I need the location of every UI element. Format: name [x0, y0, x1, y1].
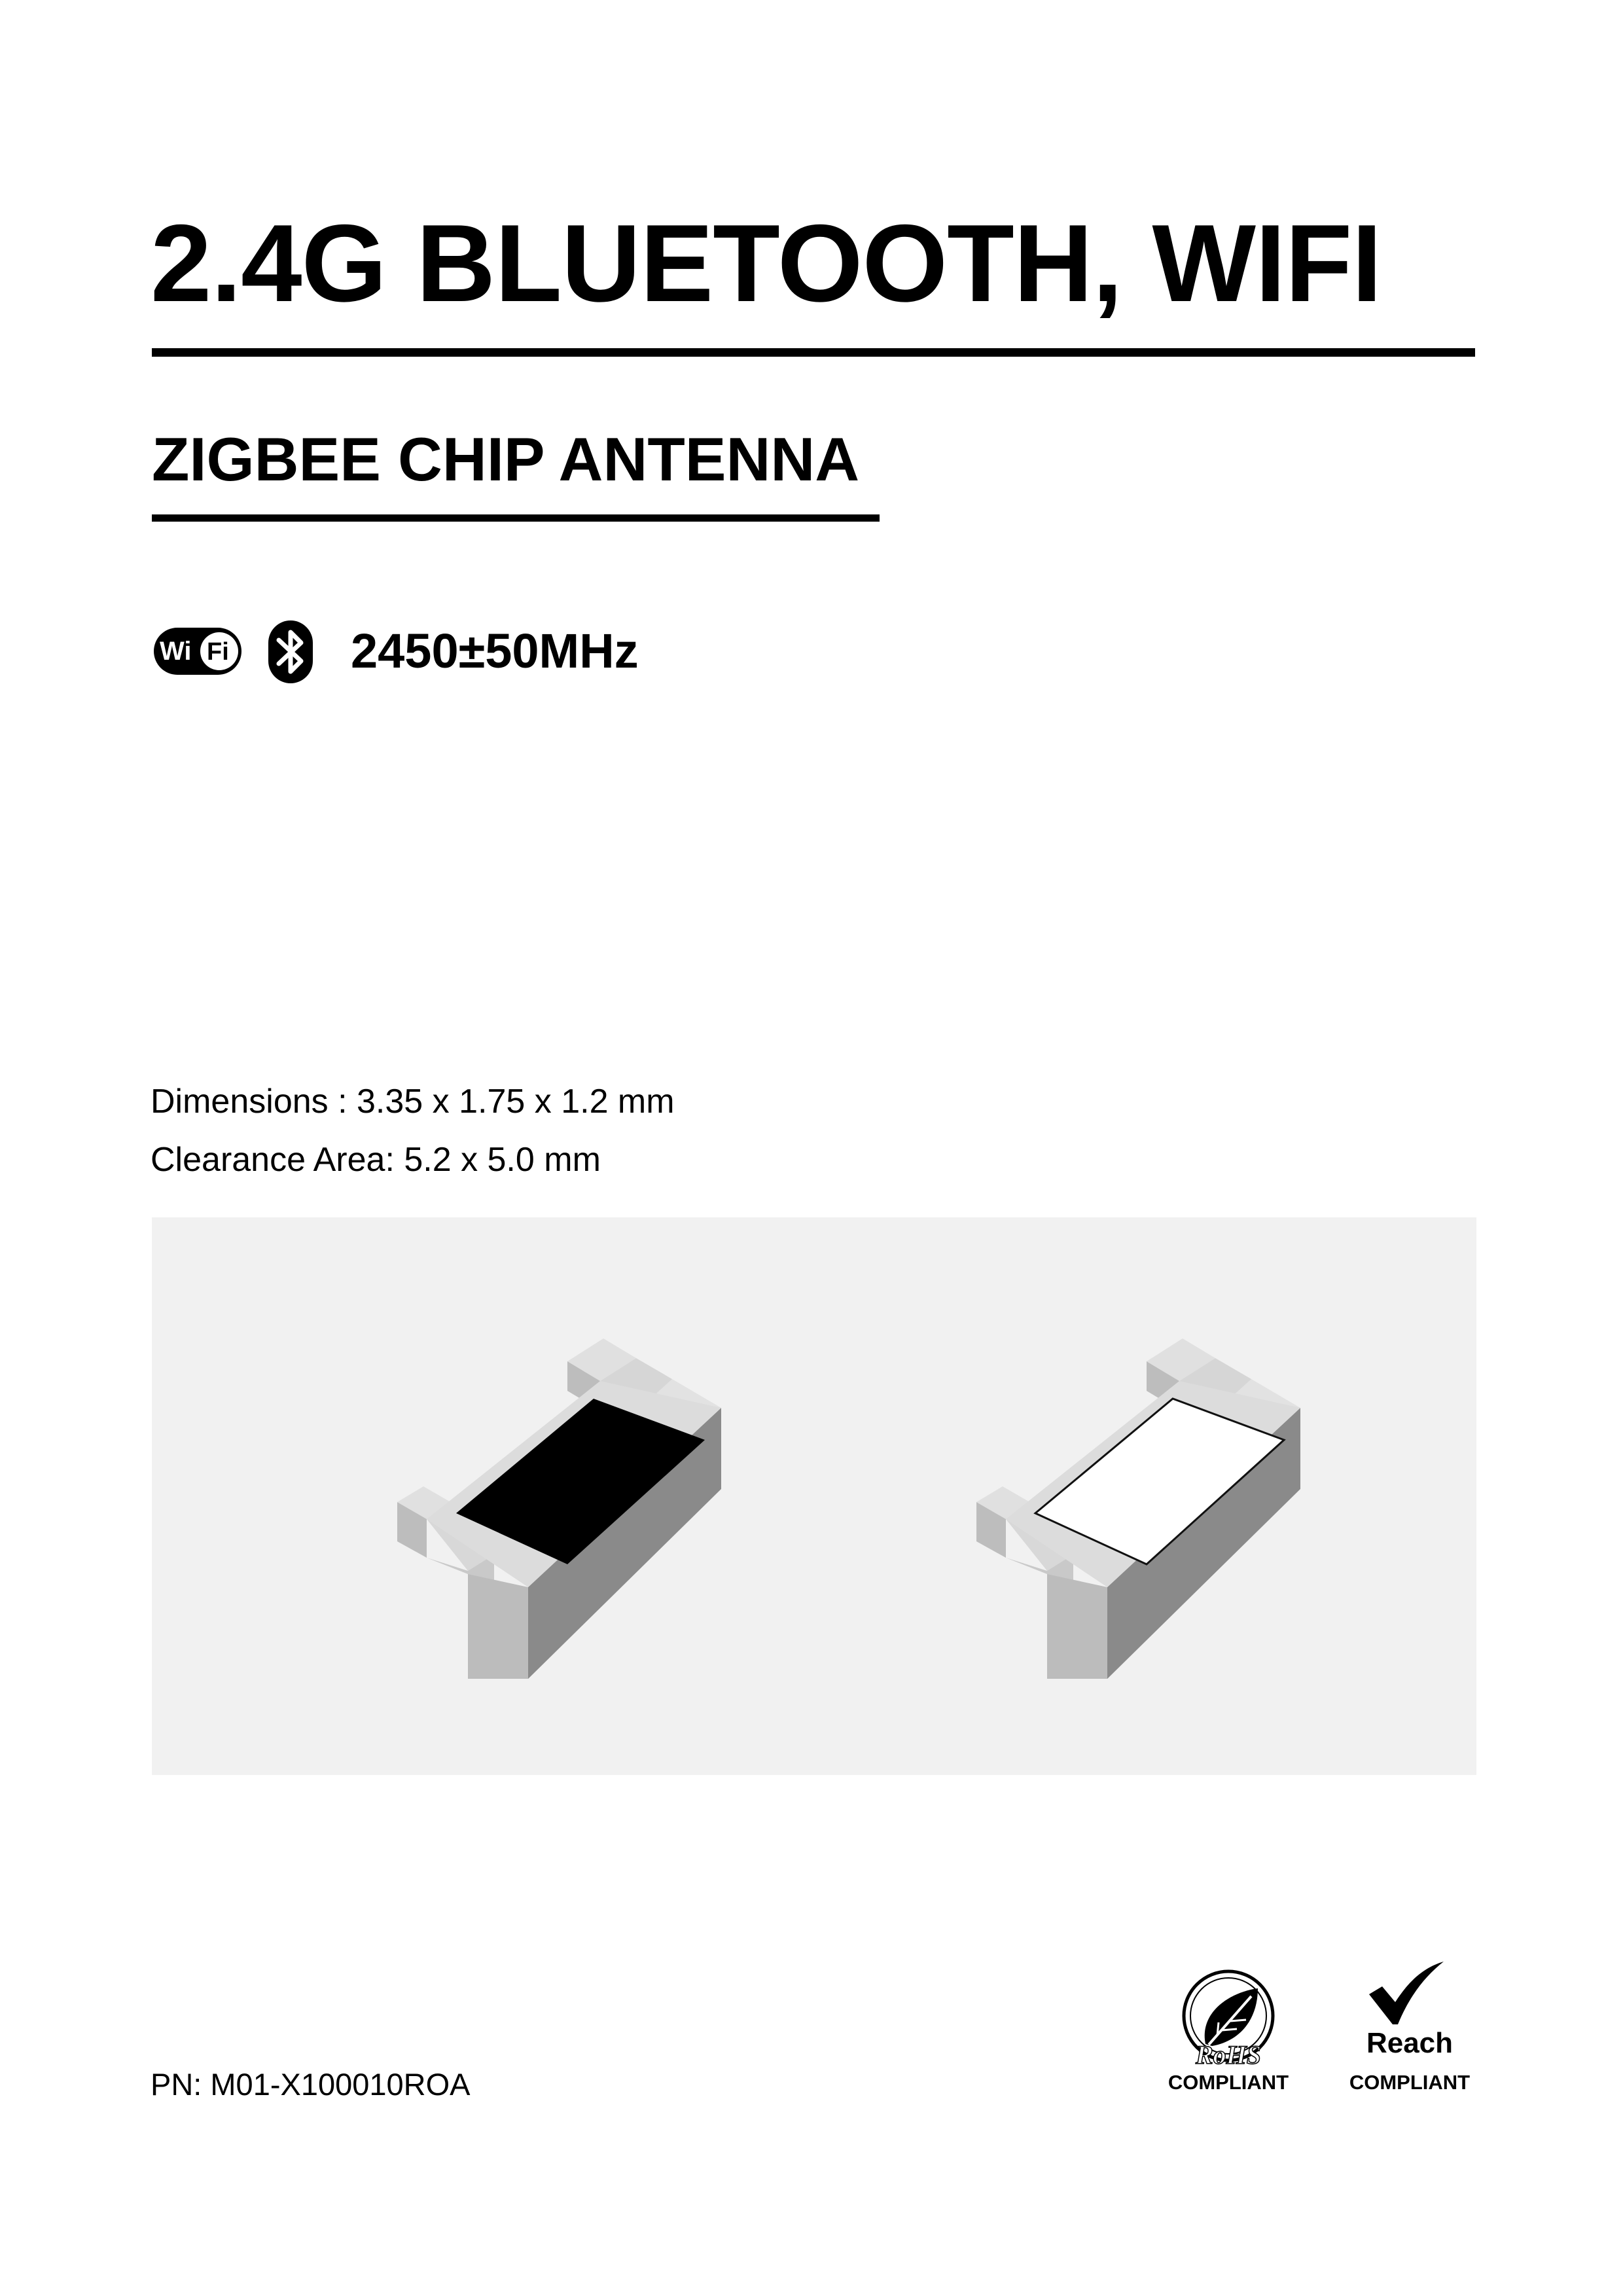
page-subtitle: ZIGBEE CHIP ANTENNA: [152, 425, 860, 493]
page-title: 2.4G BLUETOOTH, WIFI: [151, 202, 1382, 325]
subtitle-underline: [152, 514, 880, 522]
title-underline: [152, 348, 1475, 357]
reach-compliant-label: COMPLIANT: [1349, 2071, 1471, 2094]
rohs-compliant-label: COMPLIANT: [1168, 2071, 1289, 2094]
wifi-badge-icon: [152, 625, 243, 677]
product-image-panel: [152, 1217, 1476, 1775]
part-number: PN: M01-X100010ROA: [151, 2067, 471, 2102]
frequency-label: 2450±50MHz: [351, 624, 639, 678]
dimensions-text: Dimensions : 3.35 x 1.75 x 1.2 mm: [151, 1083, 675, 1121]
checkmark-icon: [1368, 1960, 1446, 2026]
clearance-area-text: Clearance Area: 5.2 x 5.0 mm: [151, 1141, 601, 1179]
chip-antenna-black-top: [397, 1338, 721, 1679]
svg-text:RoHS: RoHS: [1195, 2040, 1262, 2070]
svg-text:Fi: Fi: [207, 638, 229, 666]
chip-antenna-white-top: [976, 1338, 1300, 1679]
svg-text:Wi: Wi: [160, 637, 192, 666]
bluetooth-icon: [267, 619, 314, 685]
reach-label: Reach: [1366, 2027, 1454, 2059]
